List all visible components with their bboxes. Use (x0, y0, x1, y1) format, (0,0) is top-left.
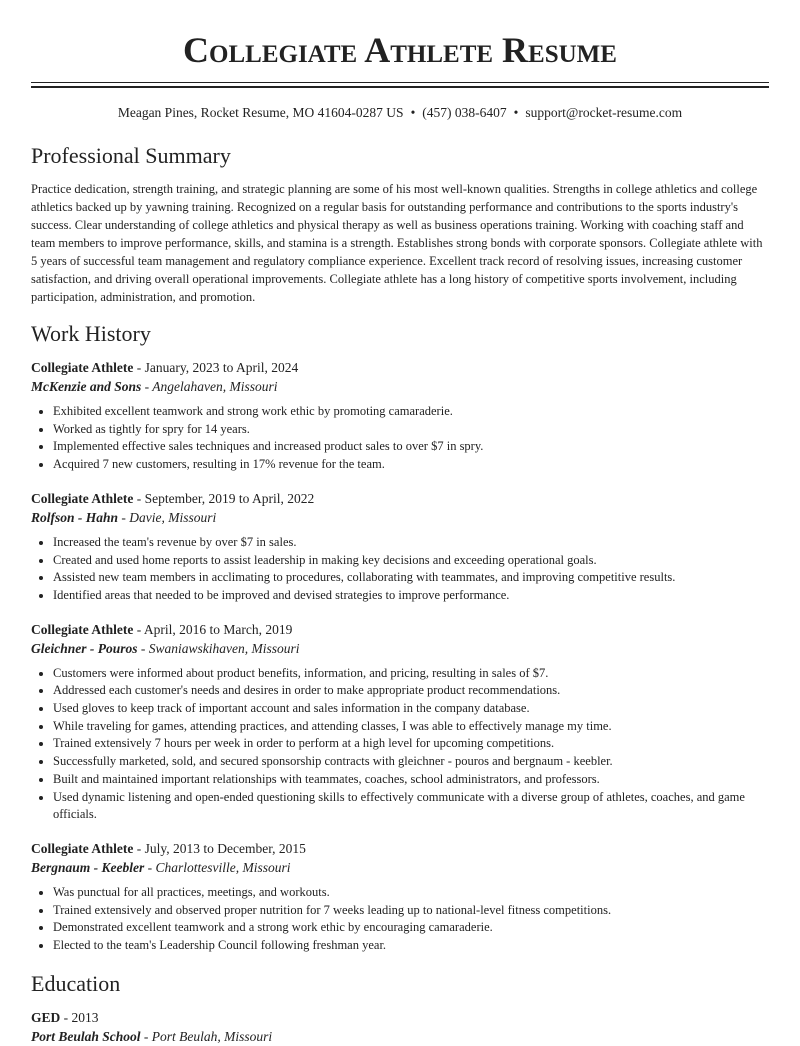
dash: - (133, 360, 145, 375)
job-company: Bergnaum - Keebler (31, 859, 145, 875)
education-school: Port Beulah School (31, 1028, 141, 1044)
contact-line (0, 104, 800, 122)
title-divider-thick (31, 86, 769, 88)
job-dates: July, 2013 to December, 2015 (144, 840, 306, 856)
dash: - (133, 621, 144, 637)
list-item: • Demonstrated excellent teamwork and a strong work ethic by encouraging camaraderie. (53, 919, 769, 937)
dash: - (144, 859, 156, 875)
job-bullets (31, 534, 769, 605)
job-location: Angelahaven, Missouri (152, 379, 278, 394)
job-entry (31, 358, 769, 474)
list-item: • Implemented effective sales techniques and increased product sales to over $7 in spry. (53, 438, 769, 456)
job-entry (31, 620, 769, 824)
work-history-heading: Work History (31, 321, 151, 346)
job-bullets (31, 403, 769, 474)
list-item: • Trained extensively and observed proper nutrition for 7 weeks leading up to national-level fitness competitions. (53, 902, 769, 920)
dash: - (141, 379, 153, 394)
job-location: Swaniawskihaven, Missouri (148, 640, 300, 656)
dash: - (133, 840, 145, 856)
job-role: Collegiate Athlete (31, 840, 134, 856)
list-item: • Worked as tightly for spry for 14 years. (53, 421, 769, 439)
list-item: • Assisted new team members in acclimating to procedures, collaborating with teammates, and improving competitive results. (53, 569, 769, 587)
job-bullets (31, 884, 769, 955)
resume-content (31, 142, 769, 1046)
dash: - (118, 509, 130, 525)
job-role: Collegiate Athlete (31, 621, 134, 637)
contact-address: Meagan Pines, Rocket Resume, MO 41604-0287 US (117, 105, 404, 120)
list-item: • Identified areas that needed to be improved and devised strategies to improve performance. (53, 587, 769, 605)
list-item: • Exhibited excellent teamwork and strong work ethic by promoting camaraderie. (53, 403, 769, 421)
list-item: • While traveling for games, attending practices, and attending classes, I was able to effectively manage my time. (53, 718, 769, 736)
list-item: • Customers were informed about product benefits, information, and pricing, resulting in sales of $7. (53, 665, 769, 683)
list-item: • Built and maintained important relationships with teammates, coaches, school administrators, and professors. (53, 771, 769, 789)
job-company: McKenzie and Sons (31, 379, 142, 394)
job-bullets (31, 665, 769, 824)
work-history-section (31, 320, 769, 955)
contact-phone: (457) 038-6407 (422, 105, 507, 120)
job-company: Rolfson - Hahn (31, 509, 119, 525)
dash: - (133, 490, 145, 506)
dash: - (140, 1028, 152, 1044)
list-item: • Was punctual for all practices, meetings, and workouts. (53, 884, 769, 902)
job-role: Collegiate Athlete (31, 490, 134, 506)
job-location: Davie, Missouri (129, 509, 217, 525)
contact-separator: • (513, 105, 519, 120)
job-dates: September, 2019 to April, 2022 (144, 490, 315, 506)
education-heading: Education (31, 970, 121, 996)
list-item: • Elected to the team's Leadership Council following freshman year. (53, 937, 769, 955)
job-dates: January, 2023 to April, 2024 (144, 360, 299, 375)
list-item: • Acquired 7 new customers, resulting in 17% revenue for the team. (53, 456, 769, 474)
list-item: • Used dynamic listening and open-ended questioning skills to effectively communicate with a diverse group of athletes, coaches, and game officials. (53, 789, 769, 824)
dash: - (60, 1009, 72, 1025)
title-divider-thin (31, 82, 769, 83)
job-entry (31, 489, 769, 605)
education-degree: GED (31, 1009, 61, 1025)
list-item: • Addressed each customer's needs and desires in order to make appropriate product recommendations. (53, 682, 769, 700)
job-role: Collegiate Athlete (31, 360, 134, 375)
job-company: Gleichner - Pouros (31, 640, 138, 656)
contact-email: support@rocket-resume.com (525, 105, 683, 120)
list-item: • Created and used home reports to assist leadership in making key decisions and exceeding operational goals. (53, 552, 769, 570)
job-location: Charlottesville, Missouri (155, 859, 291, 875)
contact-separator: • (410, 105, 416, 120)
list-item: • Successfully marketed, sold, and secured sponsorship contracts with gleichner - pouros and bergnaum - keebler. (53, 753, 769, 771)
education-year: 2013 (71, 1009, 99, 1025)
summary-text: Practice dedication, strength training, and strategic planning are some of his most well-known qualities. Strengths in college athletics and college athletics backed up by yawning training. Recognized on a regular basis for outstanding performance and contributions to the sports industry's success. Clear understanding of college athletics and physical therapy as well as business operations training. Working with coaching staff and team members to improve performance, skills, and stamina is a strength. Establishes strong bonds with corporate sponsors. Collegiate athlete with 5 years of successful team management and regulatory compliance experience. Excellent track record of resolving issues, increasing customer satisfaction, and driving overall operational improvements. Collegiate athlete has a long history of competitive sports involvement, including participation, administration, and promotion. (31, 182, 763, 304)
job-entry (31, 839, 769, 955)
education-section (31, 970, 769, 1046)
summary-heading: Professional Summary (31, 143, 231, 168)
list-item: • Trained extensively 7 hours per week in order to perform at a high level for upcoming competitions. (53, 735, 769, 753)
summary-section (31, 142, 769, 306)
resume-title: Collegiate Athlete Resume (183, 30, 617, 70)
list-item: • Used gloves to keep track of important account and sales information in the company database. (53, 700, 769, 718)
education-location: Port Beulah, Missouri (151, 1028, 273, 1044)
dash: - (137, 640, 149, 656)
list-item: • Increased the team's revenue by over $7 in sales. (53, 534, 769, 552)
job-dates: April, 2016 to March, 2019 (143, 621, 293, 637)
